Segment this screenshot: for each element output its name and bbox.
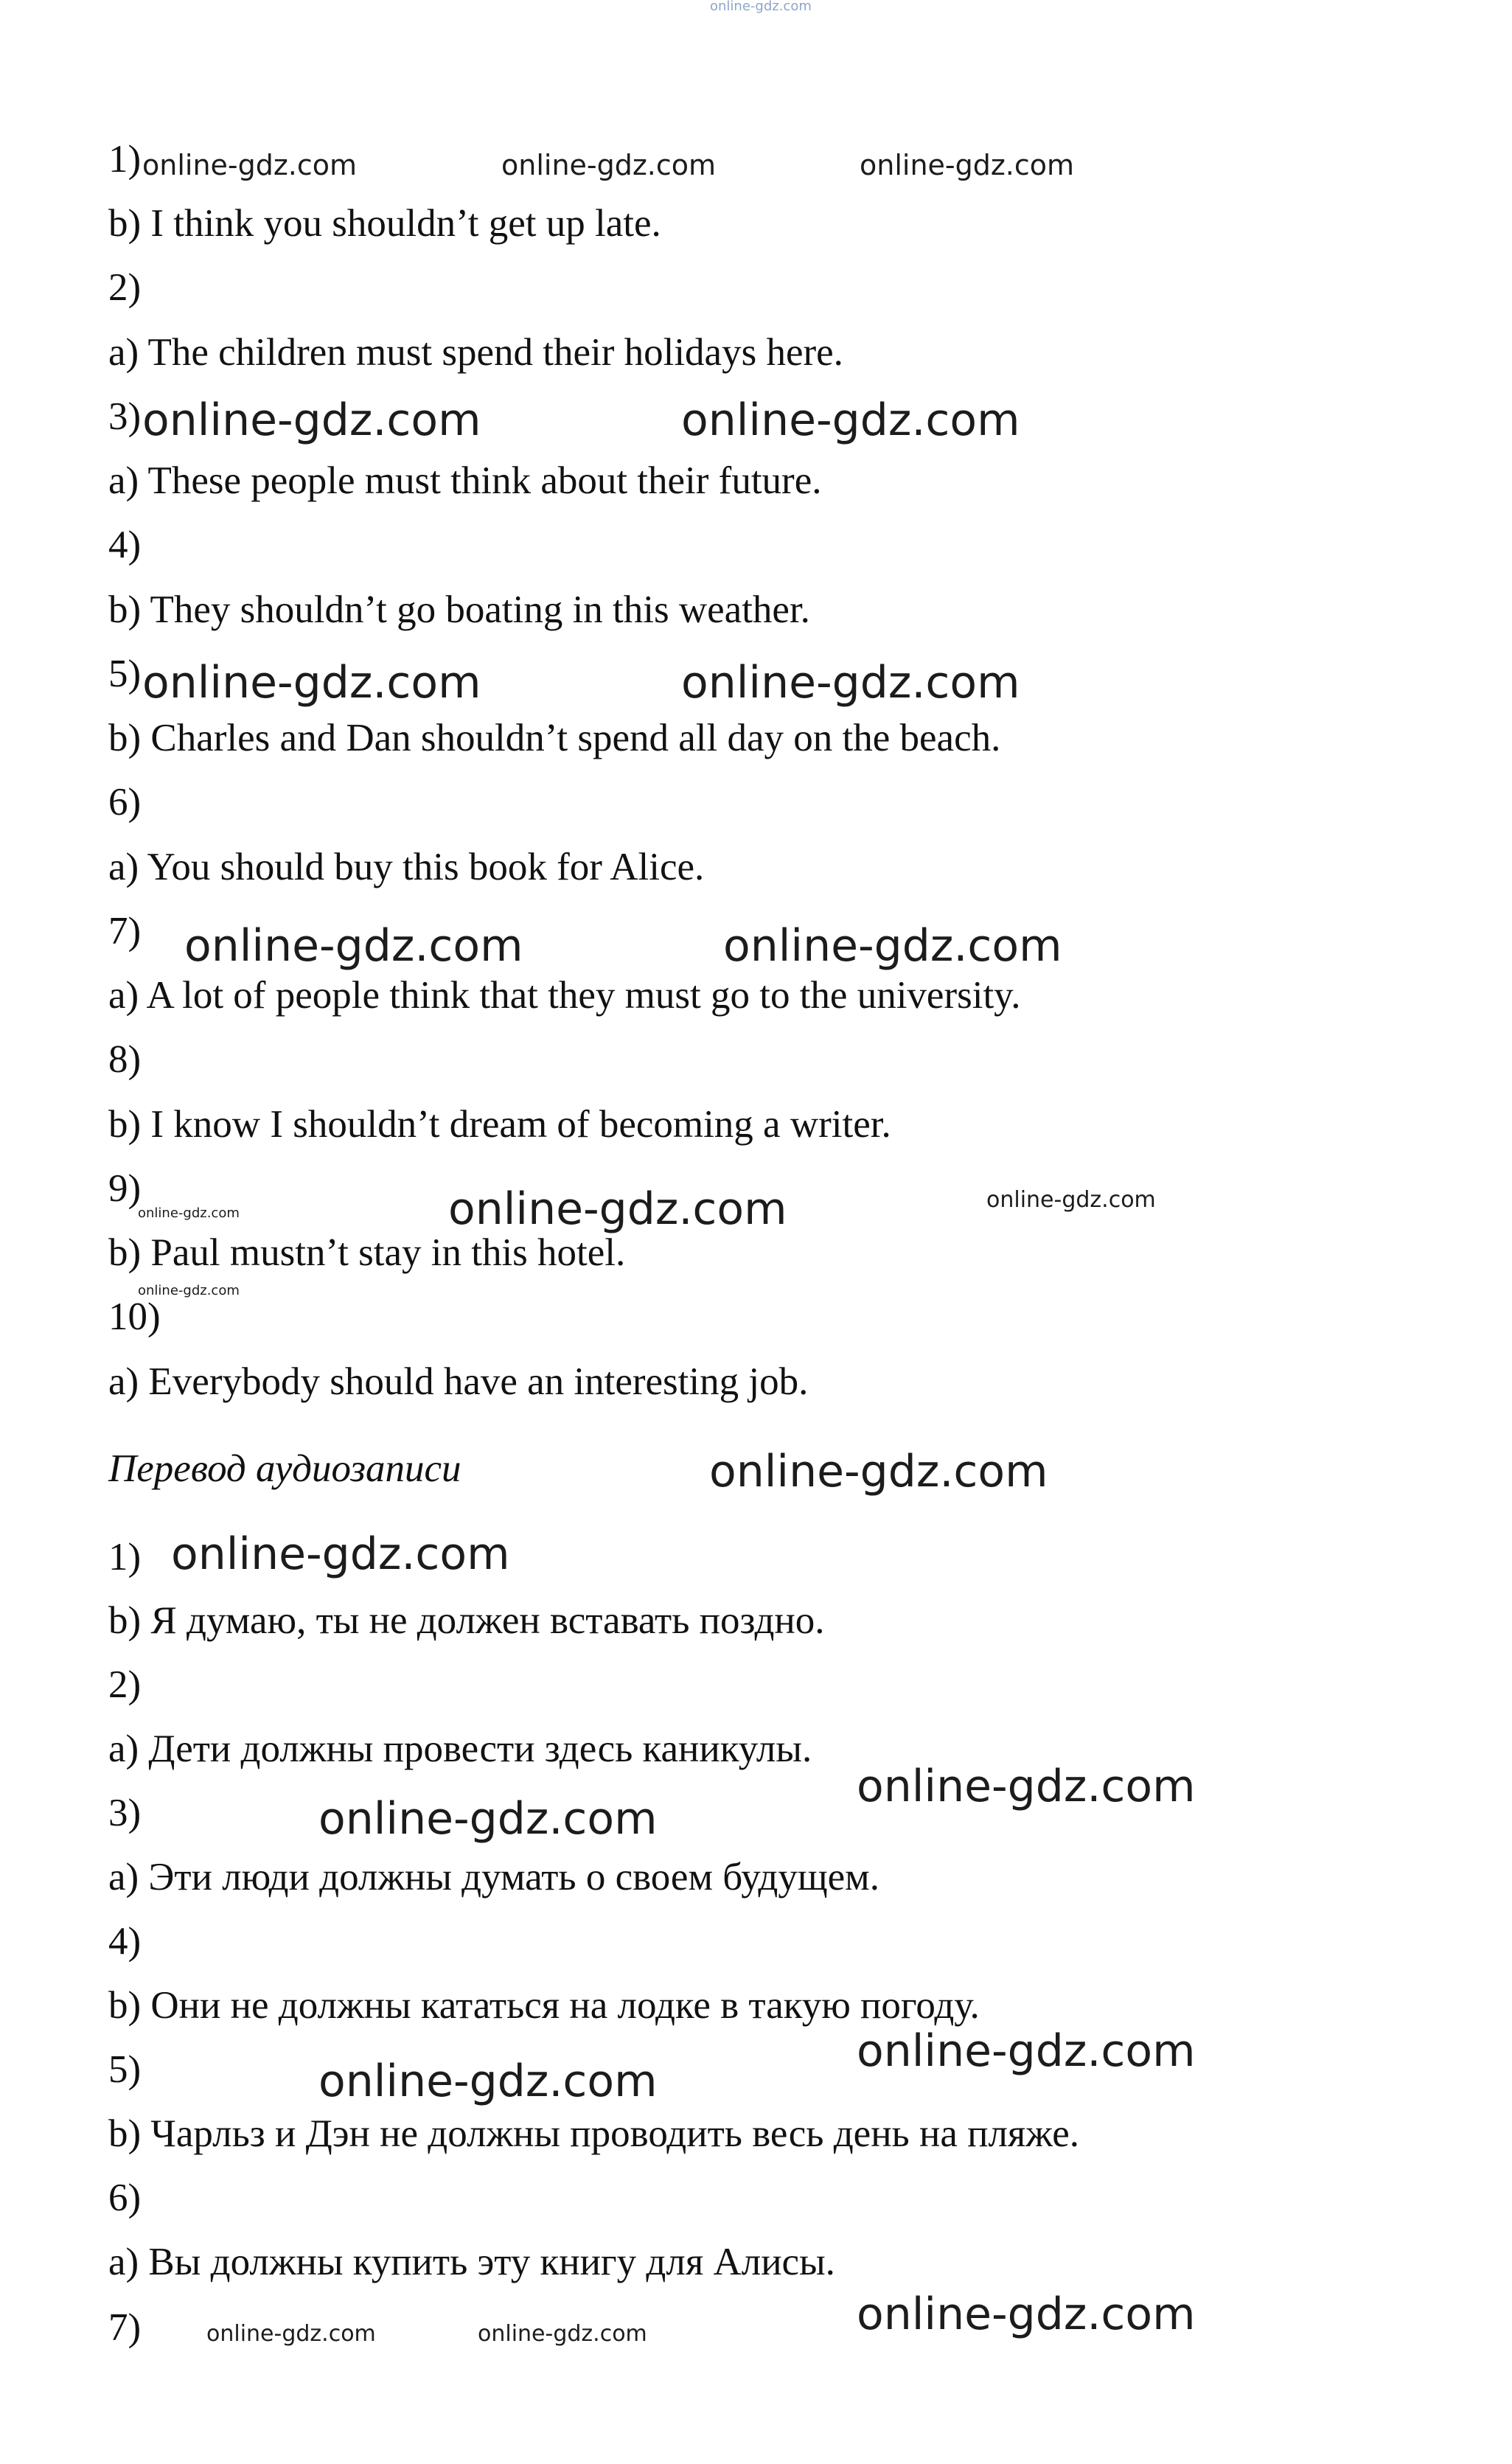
exercise-number: 3) [108,395,142,438]
watermark: online-gdz.com [681,657,1020,709]
exercise-number: 2) [108,1663,142,1706]
watermark: online-gdz.com [709,1446,1048,1497]
answer-line: b) I know I shouldn’t dream of becoming a writer. [108,1103,891,1146]
watermark: online-gdz.com [171,1528,510,1580]
exercise-number: 6) [108,2176,142,2219]
answer-line: a) Everybody should have an interesting job. [108,1360,809,1403]
exercise-number: 2) [108,266,142,309]
watermark: online-gdz.com [860,149,1075,181]
exercise-number: 4) [108,523,142,566]
answer-line: b) Paul mustn’t stay in this hotel. [108,1231,626,1274]
exercise-number: 1) [108,1536,142,1579]
watermark: online-gdz.com [142,657,481,709]
watermark: online-gdz.com [448,1183,787,1235]
watermark: online-gdz.com [478,2321,647,2347]
answer-line: b) They shouldn’t go boating in this weather. [108,588,810,631]
answer-line: b) I think you shouldn’t get up late. [108,202,661,245]
watermark: online-gdz.com [857,2025,1196,2077]
answer-line: b) Они не должны кататься на лодке в такую погоду. [108,1984,980,2027]
watermark: online-gdz.com [142,149,358,181]
watermark: online-gdz.com [318,1793,658,1845]
answer-line: a) Дети должны провести здесь каникулы. [108,1727,812,1770]
exercise-number: 10) [108,1295,161,1338]
answer-line: a) A lot of people think that they must go to the university. [108,974,1021,1017]
watermark: online-gdz.com [501,149,717,181]
watermark: online-gdz.com [710,0,812,14]
watermark: online-gdz.com [138,1205,240,1221]
answer-line: a) These people must think about their future. [108,459,822,502]
answer-line: a) Эти люди должны думать о своем будущем. [108,1856,879,1899]
exercise-number: 9) [108,1167,142,1210]
exercise-number: 7) [108,2306,142,2349]
watermark: online-gdz.com [986,1187,1156,1213]
translation-heading: Перевод аудиозаписи [108,1447,461,1490]
exercise-number: 4) [108,1920,142,1963]
watermark: online-gdz.com [681,394,1020,446]
exercise-number: 3) [108,1792,142,1834]
answer-line: b) Я думаю, ты не должен вставать поздно. [108,1599,825,1642]
answer-line: b) Charles and Dan shouldn’t spend all day on the beach. [108,717,1001,759]
watermark: online-gdz.com [723,920,1062,972]
answer-line: a) You should buy this book for Alice. [108,846,705,888]
answer-line: b) Чарльз и Дэн не должны проводить весь день на пляже. [108,2112,1080,2155]
watermark: online-gdz.com [857,1761,1196,1812]
exercise-number: 7) [108,910,142,953]
exercise-number: 5) [108,652,142,695]
answer-line: a) Вы должны купить эту книгу для Алисы. [108,2241,835,2283]
watermark: online-gdz.com [184,920,523,972]
exercise-number: 5) [108,2048,142,2091]
exercise-number: 6) [108,781,142,824]
watermark: online-gdz.com [138,1283,240,1298]
exercise-number: 8) [108,1038,142,1081]
watermark: online-gdz.com [206,2321,376,2347]
watermark: online-gdz.com [142,394,481,446]
watermark: online-gdz.com [857,2289,1196,2340]
watermark: online-gdz.com [318,2056,658,2107]
exercise-number: 1) [108,138,142,181]
answer-line: a) The children must spend their holidays here. [108,331,843,374]
